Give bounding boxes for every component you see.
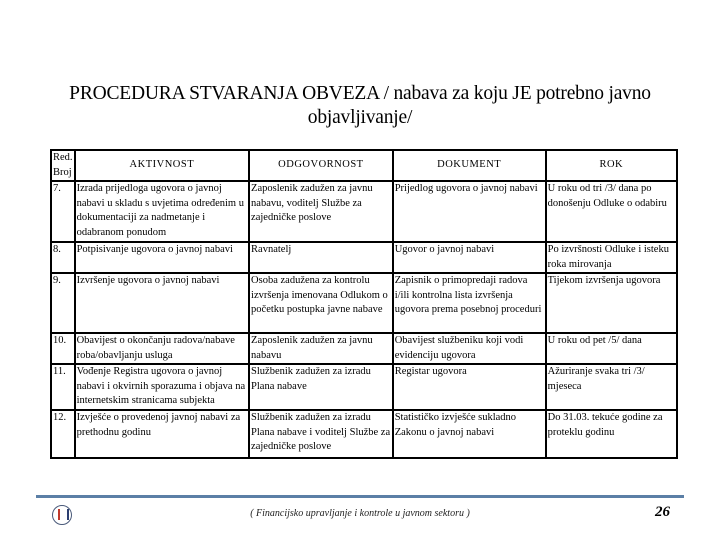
header-dokument: DOKUMENT bbox=[393, 150, 546, 181]
row-number: 10. bbox=[51, 333, 75, 364]
cell-rok: Ažuriranje svaka tri /3/ mjeseca bbox=[546, 364, 677, 410]
slide-title: PROCEDURA STVARANJA OBVEZA / nabava za koju JE potrebno javno objavljivanje/ bbox=[69, 83, 651, 128]
cell-aktivnost: Izrada prijedloga ugovora o javnoj nabavi u skladu s uvjetima određenim u dokumentaciji za nadmetanje i odabranom ponudom bbox=[75, 181, 249, 242]
cell-rok: Po izvršnosti Odluke i isteku roka mirovanja bbox=[546, 242, 677, 273]
cell-rok: U roku od pet /5/ dana bbox=[546, 333, 677, 364]
cell-aktivnost: Potpisivanje ugovora o javnoj nabavi bbox=[75, 242, 249, 273]
table-row bbox=[51, 181, 677, 242]
cell-dokument: Statističko izvješće sukladno Zakonu o javnoj nabavi bbox=[393, 410, 546, 458]
cell-odgovornost: Službenik zadužen za izradu Plana nabave i voditelj Službe za zajedničke poslove bbox=[249, 410, 393, 458]
cell-dokument: Obavijest službeniku koji vodi evidenciju ugovora bbox=[393, 333, 546, 364]
cell-dokument: Registar ugovora bbox=[393, 364, 546, 410]
cell-odgovornost: Zaposlenik zadužen za javnu nabavu, voditelj Službe za zajedničke poslove bbox=[249, 181, 393, 242]
cell-odgovornost: Službenik zadužen za izradu Plana nabave bbox=[249, 364, 393, 410]
cell-odgovornost: Osoba zadužena za kontrolu izvršenja imenovana Odlukom o početku postupka javne nabave bbox=[249, 273, 393, 333]
footer-caption: ( Financijsko upravljanje i kontrole u javnom sektoru ) bbox=[250, 508, 470, 519]
cell-dokument: Prijedlog ugovora o javnoj nabavi bbox=[393, 181, 546, 242]
page-number: 26 bbox=[655, 504, 670, 520]
header-aktivnost: AKTIVNOST bbox=[75, 150, 249, 181]
row-number: 9. bbox=[51, 273, 75, 333]
cell-dokument: Ugovor o javnoj nabavi bbox=[393, 242, 546, 273]
header-rok: ROK bbox=[546, 150, 677, 181]
table-header-row bbox=[51, 150, 677, 181]
cell-odgovornost: Ravnatelj bbox=[249, 242, 393, 273]
header-red-broj: Red. Broj bbox=[51, 150, 75, 181]
table-row bbox=[51, 410, 677, 458]
cell-aktivnost: Vođenje Registra ugovora o javnoj nabavi i okvirnih sporazuma i objava na internetskim stranicama subjekta bbox=[75, 364, 249, 410]
cell-odgovornost: Zaposlenik zadužen za javnu nabavu bbox=[249, 333, 393, 364]
institution-seal-icon bbox=[52, 505, 72, 525]
cell-aktivnost: Izvršenje ugovora o javnoj nabavi bbox=[75, 273, 249, 333]
row-number: 7. bbox=[51, 181, 75, 242]
row-number: 12. bbox=[51, 410, 75, 458]
table-row bbox=[51, 242, 677, 273]
table-row bbox=[51, 364, 677, 410]
footer-divider bbox=[36, 495, 684, 498]
cell-rok: Tijekom izvršenja ugovora bbox=[546, 273, 677, 333]
header-odgovornost: ODGOVORNOST bbox=[249, 150, 393, 181]
table-row bbox=[51, 273, 677, 333]
cell-aktivnost: Izvješće o provedenoj javnoj nabavi za prethodnu godinu bbox=[75, 410, 249, 458]
cell-dokument: Zapisnik o primopredaji radova i/ili kontrolna lista izvršenja ugovora prema posebnoj proceduri bbox=[393, 273, 546, 333]
cell-aktivnost: Obavijest o okončanju radova/nabave roba/obavljanju usluga bbox=[75, 333, 249, 364]
cell-rok: Do 31.03. tekuće godine za proteklu godinu bbox=[546, 410, 677, 458]
table-row bbox=[51, 333, 677, 364]
row-number: 11. bbox=[51, 364, 75, 410]
cell-rok: U roku od tri /3/ dana po donošenju Odluke o odabiru bbox=[546, 181, 677, 242]
procedure-table bbox=[50, 149, 678, 459]
row-number: 8. bbox=[51, 242, 75, 273]
